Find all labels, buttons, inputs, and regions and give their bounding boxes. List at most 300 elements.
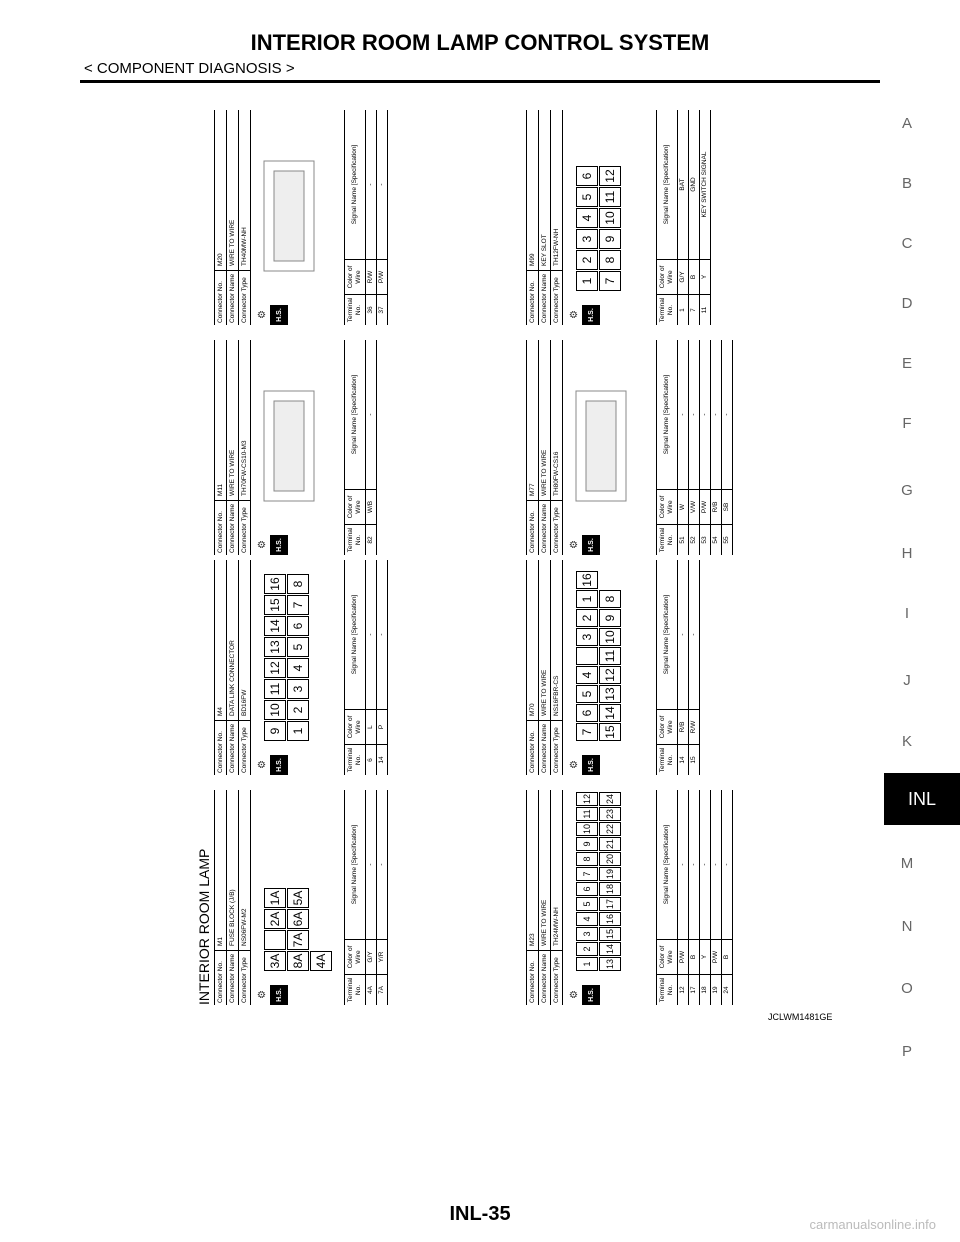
page-header-title: INTERIOR ROOM LAMP CONTROL SYSTEM	[250, 30, 710, 55]
page-number: INL-35	[449, 1203, 511, 1225]
table-cell: L	[366, 709, 376, 744]
connector-face	[566, 111, 650, 291]
pin-cell: 6	[576, 704, 598, 722]
pin-cell: 14	[264, 616, 286, 636]
pin-cell: 23	[599, 807, 621, 821]
table-cell: B	[689, 939, 699, 974]
table-cell: R/W	[366, 259, 376, 294]
pin-cell: 12	[599, 666, 621, 684]
table-cell: 7	[689, 294, 699, 325]
info-key: Connector Type	[551, 270, 562, 325]
info-key: Connector No.	[527, 950, 538, 1005]
pin-cell: 4A	[310, 951, 332, 971]
info-value: WIRE TO WIRE	[541, 449, 548, 496]
pin-cell: 8	[599, 250, 621, 270]
pin-cell: 18	[599, 882, 621, 896]
hs-badge: H.S.	[582, 535, 600, 555]
connector-info	[526, 110, 563, 325]
signal-header: Signal Name [Specification]	[663, 824, 670, 905]
info-value: M70	[529, 703, 536, 716]
table-row	[678, 340, 689, 555]
section-index-h[interactable]: H	[901, 545, 913, 562]
pin-cell: 6	[576, 882, 598, 896]
section-tab-active[interactable]: INL	[884, 773, 960, 825]
section-index-p[interactable]: P	[901, 1043, 912, 1060]
hs-badge: H.S.	[270, 305, 288, 325]
pin-cell: 10	[599, 628, 621, 646]
table-cell: B	[689, 259, 699, 294]
table-cell: 6	[366, 744, 376, 775]
table-row	[377, 560, 388, 775]
info-key: Connector No.	[527, 500, 538, 555]
table-cell: 14	[377, 744, 387, 775]
table-row	[689, 340, 700, 555]
pin-cell: 12	[599, 166, 621, 186]
signal-header: Color of Wire	[657, 259, 677, 294]
table-cell: Y	[700, 939, 710, 974]
table-row	[711, 340, 722, 555]
table-row	[366, 110, 377, 325]
info-key: Connector No.	[215, 720, 226, 775]
pin-cell: 10	[576, 822, 598, 836]
signal-header: Terminal No.	[345, 524, 365, 555]
header-rule	[80, 80, 880, 83]
hs-badge: H.S.	[582, 755, 600, 775]
info-value: M77	[529, 483, 536, 496]
pin-cell: 4	[576, 208, 598, 228]
connector-face	[254, 561, 338, 741]
info-key: Connector No.	[215, 270, 226, 325]
table-cell: -	[367, 413, 374, 416]
pin-cell: 2A	[264, 909, 286, 929]
connector-m20	[214, 105, 514, 325]
pin-cell: 21	[599, 837, 621, 851]
table-cell: 82	[366, 524, 376, 555]
section-index-e[interactable]: E	[901, 355, 912, 372]
table-cell: 15	[689, 744, 699, 775]
pin-cell: 2	[287, 700, 309, 720]
signal-header: Color of Wire	[657, 489, 677, 524]
info-value: TH70FW-CS10-M3	[241, 440, 248, 496]
pin-cell: 7	[576, 867, 598, 881]
connector-outline	[254, 131, 324, 291]
pin-cell: 3	[576, 628, 598, 646]
table-cell: -	[367, 863, 374, 866]
table-cell: 55	[722, 524, 732, 555]
signal-header: Terminal No.	[657, 744, 677, 775]
table-cell: GND	[690, 177, 697, 192]
table-cell: -	[712, 413, 719, 416]
pin-cell: 5A	[287, 888, 309, 908]
table-cell: -	[701, 863, 708, 866]
pin-cell: 20	[599, 852, 621, 866]
table-cell: 19	[711, 974, 721, 1005]
info-key: Connector Type	[239, 950, 250, 1005]
info-key: Connector Name	[227, 720, 238, 775]
hs-badge: H.S.	[270, 535, 288, 555]
signal-header: Signal Name [Specification]	[351, 144, 358, 225]
table-cell: Y	[700, 259, 710, 294]
connector-face	[254, 791, 338, 971]
table-cell: W/B	[366, 489, 376, 524]
pin-cell: 3	[287, 679, 309, 699]
table-cell: -	[378, 863, 385, 866]
signal-table	[656, 790, 733, 1005]
section-index-g[interactable]: G	[901, 482, 913, 499]
connector-face	[566, 561, 650, 741]
info-key: Connector Type	[239, 270, 250, 325]
info-value: WIRE TO WIRE	[541, 669, 548, 716]
pin-cell: 8	[599, 590, 621, 608]
signal-header: Signal Name [Specification]	[663, 594, 670, 675]
signal-header: Signal Name [Specification]	[663, 374, 670, 455]
table-row	[700, 110, 711, 325]
pin-cell: 14	[599, 942, 621, 956]
table-cell: 14	[678, 744, 688, 775]
pin-cell: 1	[287, 721, 309, 741]
table-row	[700, 790, 711, 1005]
pin-cell: 9	[599, 229, 621, 249]
pin-cell: 17	[599, 897, 621, 911]
table-cell: 36	[366, 294, 376, 325]
table-row	[678, 560, 689, 775]
table-row	[711, 790, 722, 1005]
table-cell: 37	[377, 294, 387, 325]
signal-table	[344, 560, 388, 775]
signal-header: Terminal No.	[345, 744, 365, 775]
connector-figure	[196, 100, 816, 1005]
signal-header: Color of Wire	[657, 709, 677, 744]
table-cell: -	[378, 633, 385, 636]
signal-header: Color of Wire	[345, 939, 365, 974]
pin-cell: 13	[599, 957, 621, 971]
info-key: Connector Name	[539, 270, 550, 325]
pin-cell: 12	[264, 658, 286, 678]
pin-cell: 10	[264, 700, 286, 720]
info-value: DATA LINK CONNECTOR	[229, 640, 236, 716]
table-row	[678, 790, 689, 1005]
pin-cell: 6	[576, 166, 598, 186]
section-index-n[interactable]: N	[901, 918, 913, 935]
pin-cell: 11	[576, 807, 598, 821]
section-index-m[interactable]: M	[900, 855, 914, 872]
table-cell: 4A	[366, 974, 376, 1005]
gear-icon: ⚙	[257, 760, 268, 769]
signal-header: Terminal No.	[657, 974, 677, 1005]
table-cell: P	[377, 709, 387, 744]
table-row	[678, 110, 689, 325]
table-row	[689, 560, 700, 775]
gear-icon: ⚙	[569, 990, 580, 999]
signal-table	[344, 110, 388, 325]
table-cell: B	[722, 939, 732, 974]
signal-table	[344, 790, 388, 1005]
gear-icon: ⚙	[569, 310, 580, 319]
connector-face	[254, 111, 338, 291]
info-key: Connector Name	[539, 950, 550, 1005]
signal-header: Color of Wire	[345, 709, 365, 744]
info-key: Connector Type	[551, 500, 562, 555]
info-value: WIRE TO WIRE	[229, 449, 236, 496]
table-cell: -	[679, 413, 686, 416]
table-row	[700, 340, 711, 555]
connector-outline	[566, 361, 636, 521]
pin-cell: 1	[576, 271, 598, 291]
pin-cell: 22	[599, 822, 621, 836]
table-row	[689, 790, 700, 1005]
table-cell: R/W	[689, 709, 699, 744]
pin-cell: 4	[576, 912, 598, 926]
info-value: KEY SLOT	[541, 234, 548, 266]
pin-cell: 3	[576, 927, 598, 941]
signal-table	[656, 340, 733, 555]
table-row	[366, 560, 377, 775]
pin-cell: 16	[576, 571, 598, 589]
pin-cell: 7	[576, 723, 598, 741]
table-cell: G/Y	[678, 259, 688, 294]
gear-icon: ⚙	[569, 760, 580, 769]
info-key: Connector Name	[227, 950, 238, 1005]
table-cell: G/Y	[366, 939, 376, 974]
signal-header: Signal Name [Specification]	[663, 144, 670, 225]
pin-cell: 8A	[287, 951, 309, 971]
gear-icon: ⚙	[257, 990, 268, 999]
pin-cell	[576, 647, 598, 665]
info-key: Connector Name	[227, 500, 238, 555]
table-cell: 54	[711, 524, 721, 555]
section-index-f[interactable]: F	[902, 415, 912, 432]
signal-header: Terminal No.	[657, 524, 677, 555]
table-cell: -	[690, 863, 697, 866]
table-row	[377, 790, 388, 1005]
section-index-o[interactable]: O	[901, 980, 913, 997]
info-value: TH12FW-NH	[553, 228, 560, 266]
table-cell: -	[367, 183, 374, 186]
signal-header: Terminal No.	[657, 294, 677, 325]
pin-cell: 6A	[287, 909, 309, 929]
pin-cell: 5	[576, 685, 598, 703]
table-cell: 17	[689, 974, 699, 1005]
connector-m1	[214, 785, 514, 1005]
pin-cell	[264, 930, 286, 950]
pin-cell: 1	[576, 957, 598, 971]
table-cell: 53	[700, 524, 710, 555]
pin-cell: 15	[264, 595, 286, 615]
connector-info	[214, 340, 251, 555]
table-cell: R/B	[711, 489, 721, 524]
info-value: TH80FW-CS16	[553, 451, 560, 496]
signal-header: Terminal No.	[345, 294, 365, 325]
pin-cell: 3	[576, 229, 598, 249]
table-row	[722, 340, 733, 555]
pin-cell: 12	[576, 792, 598, 806]
watermark: carmanualsonline.info	[809, 1217, 936, 1232]
pin-cell: 11	[599, 187, 621, 207]
table-cell: 52	[689, 524, 699, 555]
table-cell: 11	[700, 294, 710, 325]
pin-cell: 7	[599, 271, 621, 291]
table-row	[377, 110, 388, 325]
table-cell: SB	[722, 489, 732, 524]
table-row	[366, 790, 377, 1005]
signal-header: Signal Name [Specification]	[351, 594, 358, 675]
table-cell: BAT	[679, 178, 686, 191]
info-value: WIRE TO WIRE	[541, 899, 548, 946]
info-value: NS16FBR-CS	[553, 675, 560, 716]
table-cell: -	[723, 863, 730, 866]
table-cell: P/W	[678, 939, 688, 974]
table-cell: P/W	[711, 939, 721, 974]
pin-cell: 16	[264, 574, 286, 594]
info-key: Connector No.	[215, 950, 226, 1005]
table-cell: W	[678, 489, 688, 524]
info-key: Connector No.	[527, 270, 538, 325]
pin-cell: 9	[576, 837, 598, 851]
pin-cell: 8	[287, 574, 309, 594]
table-cell: -	[378, 183, 385, 186]
table-cell: -	[690, 633, 697, 636]
table-cell: 18	[700, 974, 710, 1005]
signal-table	[656, 560, 700, 775]
pin-cell: 15	[599, 927, 621, 941]
section-index-j[interactable]: J	[903, 672, 911, 689]
hs-badge: H.S.	[270, 755, 288, 775]
pin-cell: 8	[576, 852, 598, 866]
connector-m23	[526, 785, 826, 1005]
info-key: Connector No.	[527, 720, 538, 775]
pin-cell: 16	[599, 912, 621, 926]
table-row	[722, 790, 733, 1005]
info-value: M11	[217, 483, 224, 496]
section-index-a[interactable]: A	[901, 115, 912, 132]
info-value: FUSE BLOCK (J/B)	[229, 889, 236, 946]
connector-m11	[214, 335, 514, 555]
connector-face	[254, 341, 338, 521]
hs-badge: H.S.	[582, 985, 600, 1005]
connector-face	[566, 341, 650, 521]
gear-icon: ⚙	[257, 310, 268, 319]
table-cell: 1	[678, 294, 688, 325]
info-value: NS06FW-M2	[241, 908, 248, 946]
section-index-i[interactable]: I	[904, 605, 910, 622]
pin-cell: 2	[576, 250, 598, 270]
info-value: TH40MW-NH	[241, 227, 248, 266]
info-key: Connector Type	[239, 500, 250, 555]
connector-face	[566, 791, 650, 971]
section-index-b[interactable]: B	[901, 175, 912, 192]
connector-m99	[526, 105, 826, 325]
table-cell: 12	[678, 974, 688, 1005]
connector-info	[526, 340, 563, 555]
table-cell: Y/R	[377, 939, 387, 974]
table-cell: 24	[722, 974, 732, 1005]
table-cell: -	[679, 633, 686, 636]
page-header-subtitle: < COMPONENT DIAGNOSIS >	[84, 60, 295, 77]
table-cell: 7A	[377, 974, 387, 1005]
table-cell: KEY SWITCH SIGNAL	[701, 151, 708, 218]
connector-info	[214, 790, 251, 1005]
pin-cell: 11	[599, 647, 621, 665]
pin-cell: 15	[599, 723, 621, 741]
info-value: M20	[217, 253, 224, 266]
signal-header: Color of Wire	[657, 939, 677, 974]
table-cell: R/B	[678, 709, 688, 744]
pin-cell: 11	[264, 679, 286, 699]
connector-info	[214, 110, 251, 325]
info-key: Connector Type	[551, 720, 562, 775]
table-cell: -	[723, 413, 730, 416]
info-value: M99	[529, 253, 536, 266]
pin-cell: 7A	[287, 930, 309, 950]
table-row	[689, 110, 700, 325]
table-cell: -	[367, 633, 374, 636]
section-index-d[interactable]: D	[901, 295, 913, 312]
hs-badge: H.S.	[582, 305, 600, 325]
table-cell: 51	[678, 524, 688, 555]
figure-code: JCLWM1481GE	[768, 1012, 833, 1022]
pin-cell: 3A	[264, 951, 286, 971]
info-value: BD16FW	[241, 689, 248, 716]
info-value: WIRE TO WIRE	[229, 219, 236, 266]
signal-table	[344, 340, 377, 555]
info-value: M1	[217, 936, 224, 946]
section-index-k[interactable]: K	[901, 733, 912, 750]
pin-cell: 5	[287, 637, 309, 657]
info-key: Connector No.	[215, 500, 226, 555]
pin-cell: 24	[599, 792, 621, 806]
connector-info	[214, 560, 251, 775]
connector-info	[526, 560, 563, 775]
gear-icon: ⚙	[569, 540, 580, 549]
info-key: Connector Name	[539, 500, 550, 555]
pin-cell: 13	[264, 637, 286, 657]
pin-cell: 7	[287, 595, 309, 615]
table-cell: -	[690, 413, 697, 416]
pin-cell: 4	[287, 658, 309, 678]
section-index-c[interactable]: C	[901, 235, 913, 252]
pin-cell: 14	[599, 704, 621, 722]
gear-icon: ⚙	[257, 540, 268, 549]
pin-cell: 2	[576, 609, 598, 627]
info-value: M23	[529, 933, 536, 946]
figure-title: INTERIOR ROOM LAMP	[196, 848, 212, 1005]
pin-cell: 19	[599, 867, 621, 881]
pin-cell: 1	[576, 590, 598, 608]
pin-cell: 9	[264, 721, 286, 741]
pin-cell: 13	[599, 685, 621, 703]
info-key: Connector Type	[551, 950, 562, 1005]
signal-header: Signal Name [Specification]	[351, 824, 358, 905]
info-key: Connector Name	[227, 270, 238, 325]
table-cell: -	[679, 863, 686, 866]
signal-header: Color of Wire	[345, 489, 365, 524]
table-row	[366, 340, 377, 555]
connector-m4	[214, 555, 514, 775]
connector-info	[526, 790, 563, 1005]
info-key: Connector Name	[539, 720, 550, 775]
pin-cell: 6	[287, 616, 309, 636]
signal-header: Terminal No.	[345, 974, 365, 1005]
pin-cell: 1A	[264, 888, 286, 908]
connector-m77	[526, 335, 826, 555]
pin-cell: 10	[599, 208, 621, 228]
pin-cell: 5	[576, 897, 598, 911]
info-value: TH24MW-NH	[553, 907, 560, 946]
signal-header: Signal Name [Specification]	[351, 374, 358, 455]
pin-cell: 4	[576, 666, 598, 684]
info-value: M4	[217, 706, 224, 716]
table-cell: P/W	[700, 489, 710, 524]
